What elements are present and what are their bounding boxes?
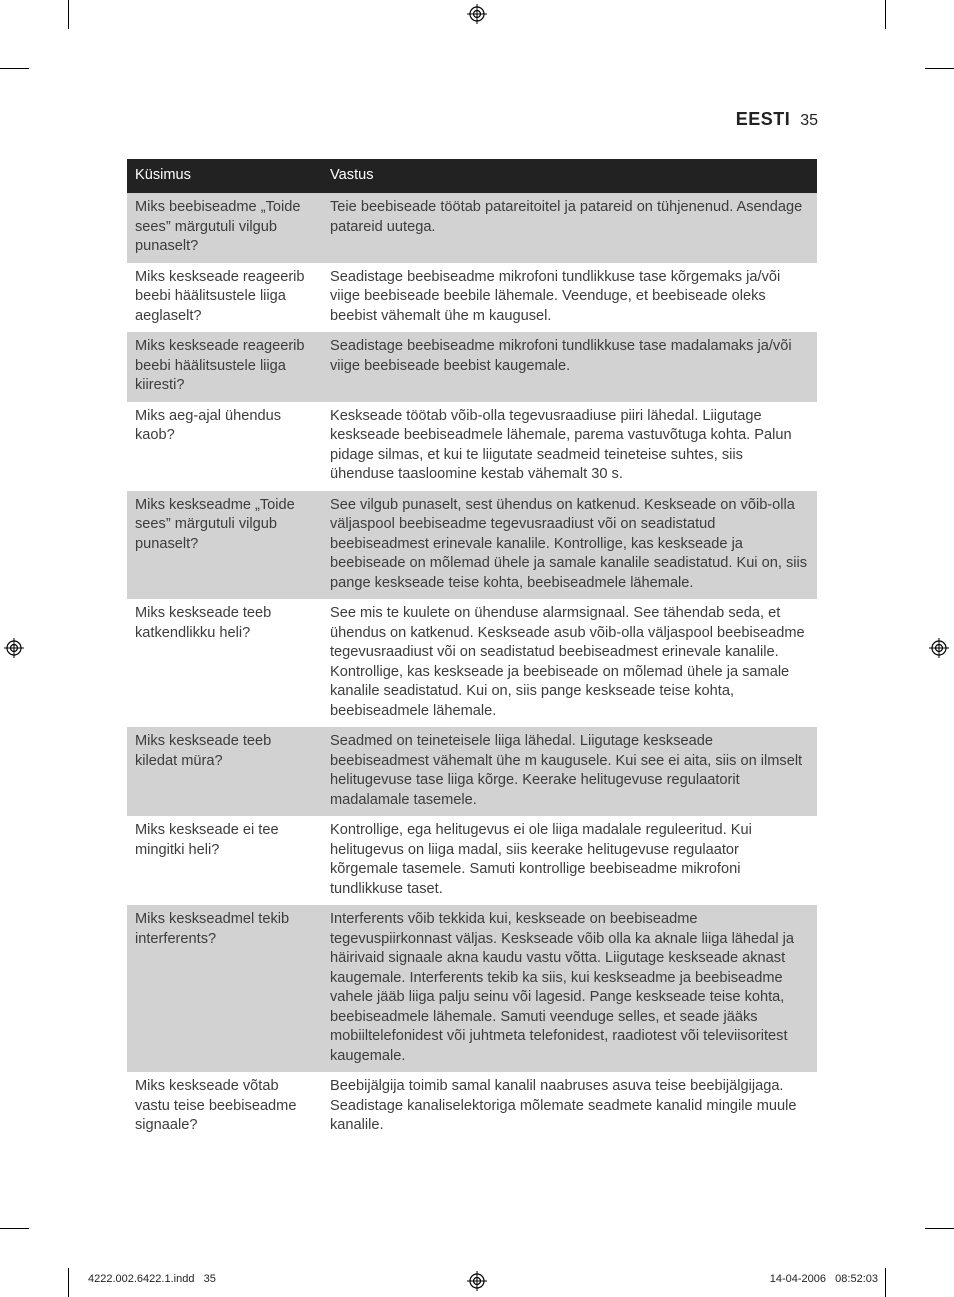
footer-datetime: 14-04-2006 08:52:03 <box>769 1273 878 1285</box>
registration-mark-icon <box>467 1271 487 1291</box>
registration-mark-icon <box>467 4 487 24</box>
question-cell: Miks beebiseadme „Toide sees” märgutuli vilgub punaselt? <box>127 193 322 263</box>
registration-mark-icon <box>4 638 24 658</box>
question-cell: Miks aeg-ajal ühendus kaob? <box>135 407 282 443</box>
crop-mark <box>0 1228 29 1229</box>
crop-mark <box>925 68 954 69</box>
answer-cell: See mis te kuulete on ühenduse alarmsignaal. See tähendab seda, et ühendus on katkenud. Keskseade asub võib-olla väljaspool beebiseadme tegevusraadiust või on seadistatud beebiseadmest erinevale kanalile. Kontrollige, kas keskseade ja beebiseade on mõlemad ühele ja samale kanalile seadistatud. Kui on, siis pange keskseade teise kohta, beebiseadmele lähemale. <box>330 605 805 719</box>
question-cell: Miks keskseade teeb katkendlikku heli? <box>135 605 272 641</box>
answer-cell: Kontrollige, ega helitugevus ei ole liiga madalale reguleeritud. Kui helitugevus on liiga madal, siis keerake helitugevuse regulaator kõrgemale tasemele. Samuti kontrollige beebiseadme mikrofoni tundlikkuse taset. <box>330 822 752 897</box>
question-cell: Miks keskseade reageerib beebi häälitsustele liiga aeglaselt? <box>135 268 305 324</box>
question-cell: Miks keskseadme „Toide sees” märgutuli vilgub punaselt? <box>127 491 322 600</box>
troubleshooting-table <box>127 159 817 1142</box>
column-header-question: Küsimus <box>127 159 322 193</box>
crop-mark <box>68 1268 69 1297</box>
table-row <box>127 402 817 491</box>
question-cell: Miks keskseade ei tee mingitki heli? <box>135 822 279 858</box>
table-row <box>127 193 817 263</box>
column-header-answer: Vastus <box>322 159 817 193</box>
page-number: 35 <box>800 112 818 129</box>
crop-mark <box>885 0 886 29</box>
table-row <box>127 599 817 727</box>
table-row <box>127 727 817 816</box>
page-header <box>736 109 818 130</box>
table-row <box>127 816 817 905</box>
language-label: EESTI <box>735 109 791 129</box>
crop-mark <box>885 1268 886 1297</box>
crop-mark <box>0 68 29 69</box>
crop-mark <box>68 0 69 29</box>
answer-cell: Seadmed on teineteisele liiga lähedal. Liigutage keskseade beebiseadmest vähemalt ühe m kaugusele. Kui see ei aita, siis on ilmselt helitugevuse tase liiga kõrge. Keerake helitugevuse regulaatorit madalamale tasemele. <box>322 727 817 816</box>
answer-cell: Beebijälgija toimib samal kanalil naabruses asuva teise beebijälgijaga. Seadistage kanaliselektoriga mõlemate seadmete kanalid mingile muule kanalile. <box>330 1078 797 1133</box>
answer-cell: Keskseade töötab võib-olla tegevusraadiuse piiri lähedal. Liigutage keskseade beebiseadmele lähemale, parema vastuvõtuga kohta. Palun pidage silmas, et kui te liigutate seadmeid teineteise suhtes, siis ühenduse taasloomine kestab vähemalt 30 s. <box>330 407 792 482</box>
answer-cell: See vilgub punaselt, sest ühendus on katkenud. Keskseade on võib-olla väljaspool beebiseadme tegevusraadiust või on seadistatud beebiseadmest erinevale kanalile. Kontrollige, kas keskseade ja beebiseade on mõlemad ühele ja samale kanalile seadistatud. Kui on, siis pange keskseade teise kohta, beebiseadmele lähemale. <box>322 491 817 600</box>
answer-cell: Teie beebiseade töötab patareitoitel ja patareid on tühjenenud. Asendage patareid uutega. <box>322 193 817 263</box>
table-header-row <box>127 159 817 193</box>
question-cell: Miks keskseade teeb kiledat müra? <box>127 727 322 816</box>
table-row <box>127 1072 817 1142</box>
answer-cell: Interferents võib tekkida kui, keskseade on beebiseadme tegevuspiirkonnast väljas. Keskseade võib olla ka aknale liiga lähedal ja häirivaid signaale akna kaudu vastu võtta. Liigutage keskseade aknast kaugemale. Interferents tekib ka siis, kui keskseadme ja beebiseadme vahele jääb liiga palju seinu või lagesid. Pange keskseade teise kohta, beebiseadmele lähemale. Samuti veenduge selles, et seade jääks mobiiltelefonidest või juhtmeta telefonidest, raadiotest või televiisoritest kaugemale. <box>322 905 817 1072</box>
answer-cell: Seadistage beebiseadme mikrofoni tundlikkuse tase kõrgemaks ja/või viige beebiseade beebile lähemale. Veenduge, et beebiseade oleks beebist vähemalt ühe m kaugusel. <box>330 268 781 324</box>
crop-mark <box>925 1228 954 1229</box>
question-cell: Miks keskseade võtab vastu teise beebiseadme signaale? <box>135 1078 297 1133</box>
table-row <box>127 491 817 600</box>
footer-file-name: 4222.002.6422.1.indd 35 <box>88 1273 216 1285</box>
question-cell: Miks keskseadmel tekib interferents? <box>127 905 322 1072</box>
table-row <box>127 905 817 1072</box>
registration-mark-icon <box>929 638 949 658</box>
table-row <box>127 263 817 333</box>
question-cell: Miks keskseade reageerib beebi häälitsustele liiga kiiresti? <box>127 332 322 402</box>
answer-cell: Seadistage beebiseadme mikrofoni tundlikkuse tase madalamaks ja/või viige beebiseade beebist kaugemale. <box>322 332 817 402</box>
table-row <box>127 332 817 402</box>
